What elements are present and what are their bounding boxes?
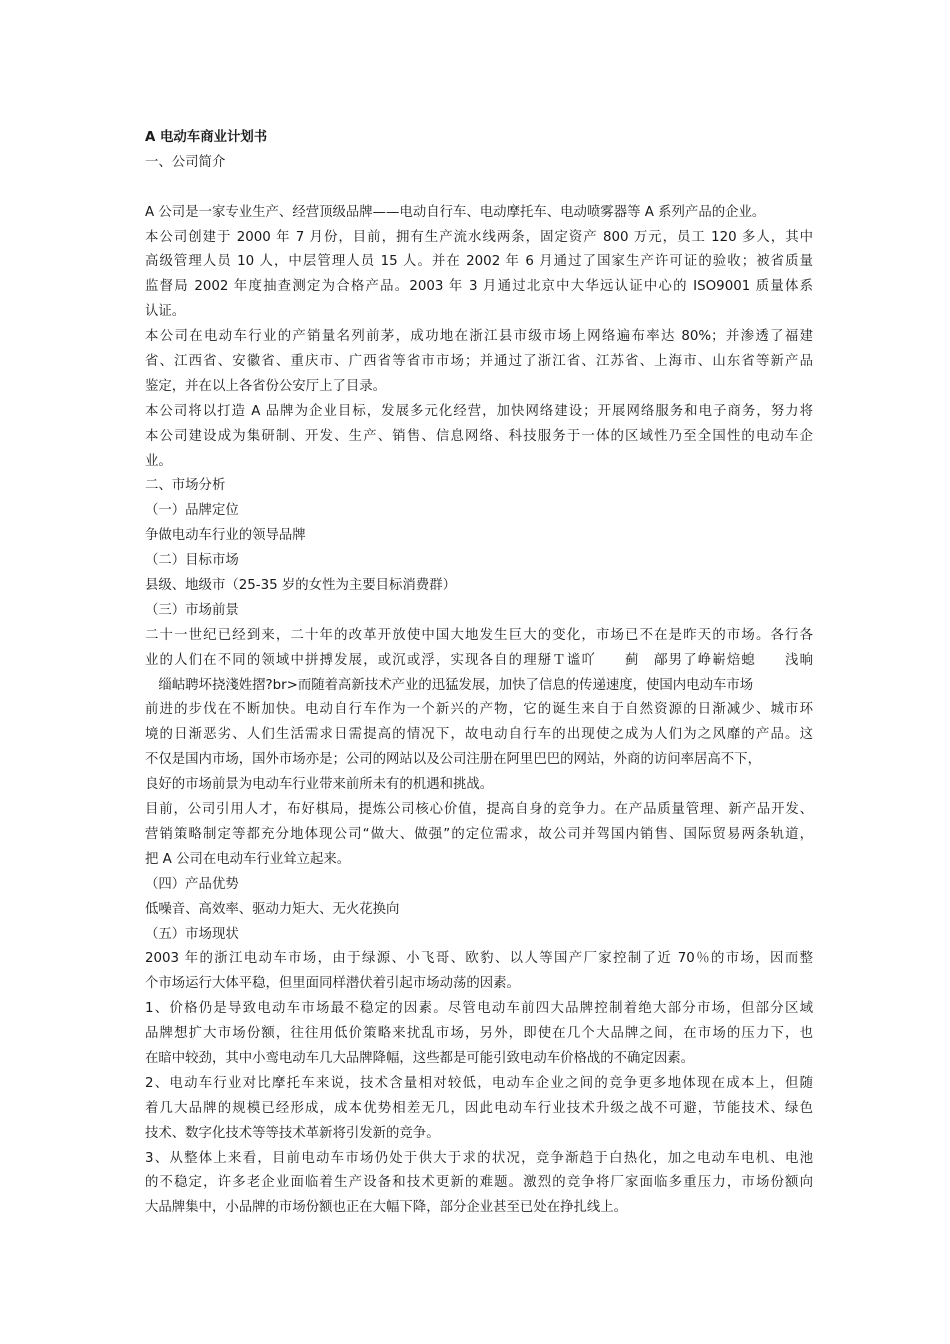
text-line: 本公司在电动车行业的产销量名列前茅，成功地在浙江县市级市场上网络遍布率达 80%；并渗透了福建 xyxy=(145,329,813,345)
text-line: 高级管理人员 10 人，中层管理人员 15 人。并在 2002 年 6 月通过了国家生产许可证的验收；被省质量 xyxy=(145,254,813,270)
text-line: 着几大品牌的规模已经形成，成本优势相差无几，因此电动车行业技术升级之战不可避，节能技术、绿色 xyxy=(145,1100,813,1116)
text-line: 本公司将以打造 A 品牌为企业目标，发展多元化经营，加快网络建设；开展网络服务和电子商务，努力将 xyxy=(145,403,813,419)
text-line: 二十一世纪已经到来，二十年的改革开放使中国大地发生巨大的变化，市场已不在是昨天的市场。各行各 xyxy=(145,627,813,643)
text-line: 二、市场分析 xyxy=(145,478,226,494)
text-line: 缁岵聘坏挠淺姓摺?br>而随着高新技术产业的迅猛发展，加快了信息的传递速度，使国内电动车市场 xyxy=(145,677,754,693)
document-title: A 电动车商业计划书 xyxy=(145,130,268,145)
text-line: 个市场运行大体平稳，但里面同样潜伏着引起市场动荡的因素。 xyxy=(145,976,520,992)
text-line: 的不稳定，许多老企业面临着生产设备和技术更新的难题。激烈的竞争将厂家面临多重压力，市场份额向 xyxy=(145,1175,813,1191)
text-line: 良好的市场前景为电动车行业带来前所未有的机遇和挑战。 xyxy=(145,777,494,793)
text-line: 1、价格仍是导致电动车市场最不稳定的因素。尽管电动车前四大品牌控制着绝大部分市场，但部分区域 xyxy=(145,1001,813,1017)
text-line: 技术、数字化技术等等技术革新将引发新的竞争。 xyxy=(145,1125,440,1141)
text-line: （四）产品优势 xyxy=(145,876,239,892)
text-line xyxy=(145,176,813,201)
text-line: （五）市场现状 xyxy=(145,926,239,942)
text-line: 前进的步伐在不断加快。电动自行车作为一个新兴的产物，它的诞生来自于自然资源的日渐减少、城市环 xyxy=(145,702,813,718)
text-line: 境的日渐恶劣、人们生活需求日需提高的情况下，故电动自行车的出现使之成为人们为之风靡的产品。这 xyxy=(145,727,813,743)
text-line: 一、公司简介 xyxy=(145,154,226,170)
text-line: （二）目标市场 xyxy=(145,553,239,569)
text-line: （一）品牌定位 xyxy=(145,503,239,519)
text-line: 低噪音、高效率、驱动力矩大、无火花换向 xyxy=(145,901,400,917)
document-body xyxy=(145,151,813,1221)
text-line: 营销策略制定等都充分地体现公司“做大、做强”的定位需求，故公司并驾国内销售、国际贸易两条轨道， xyxy=(145,826,813,842)
text-line: 监督局 2002 年度抽查测定为合格产品。2003 年 3 月通过北京中大华远认证中心的 ISO9001 质量体系 xyxy=(145,279,813,295)
text-line: 3、从整体上来看，目前电动车市场仍处于供大于求的状况，竞争渐趋于白热化，加之电动车电机、电池 xyxy=(145,1150,813,1166)
text-line: 鉴定，并在以上各省份公安厅上了目录。 xyxy=(145,378,387,394)
text-line: 争做电动车行业的领导品牌 xyxy=(145,528,306,544)
text-line: 在暗中较劲，其中小鸾电动车几大品牌降幅，这些都是可能引致电动车价格战的不确定因素。 xyxy=(145,1050,695,1066)
document-page xyxy=(145,126,813,1221)
text-line: （三）市场前景 xyxy=(145,602,239,618)
text-line: 品牌想扩大市场份额，往往用低价策略来扰乱市场，另外，即使在几个大品牌之间，在市场的压力下，也 xyxy=(145,1026,813,1042)
text-line: A 公司是一家专业生产、经营顶级品牌——电动自行车、电动摩托车、电动喷雾器等 A 系列产品的企业。 xyxy=(145,204,766,220)
text-line: 2、电动车行业对比摩托车来说，技术含量相对较低，电动车企业之间的竞争更多地体现在成本上，但随 xyxy=(145,1075,813,1091)
text-line: 业。 xyxy=(145,453,172,469)
text-line: 本公司创建于 2000 年 7 月份，目前，拥有生产流水线两条，固定资产 800 万元，员工 120 多人，其中 xyxy=(145,229,813,245)
text-line: 本公司建设成为集研制、开发、生产、销售、信息网络、科技服务于一体的区域性乃至全国性的电动车企 xyxy=(145,428,813,444)
text-line: 大品牌集中，小品牌的市场份额也正在大幅下降，部分企业甚至已处在挣扎线上。 xyxy=(145,1200,628,1216)
text-line: 认证。 xyxy=(145,304,186,320)
text-line: 县级、地级市（25-35 岁的女性为主要目标消费群） xyxy=(145,578,456,594)
text-line: 2003 年的浙江电动车市场，由于绿源、小飞哥、欧豹、以人等国产厂家控制了近 70％的市场，因而整 xyxy=(145,951,813,967)
text-line: 把 A 公司在电动车行业耸立起来。 xyxy=(145,851,351,867)
text-line: 业的人们在不同的领域中拼搏发展，或沉或浮，实现各自的理掰Ｔ谧吖 蓟 鄗男了峥嶄焙螅 浅晌 xyxy=(145,652,813,668)
text-line: 目前，公司引用人才，布好棋局，提炼公司核心价值，提高自身的竞争力。在产品质量管理、新产品开发、 xyxy=(145,802,813,818)
text-line: 不仅是国内市场，国外市场亦是；公司的网站以及公司注册在阿里巴巴的网站，外商的访问率居高不下， xyxy=(145,752,761,768)
text-line: 省、江西省、安徽省、重庆市、广西省等省市市场；并通过了浙江省、江苏省、上海市、山东省等新产品 xyxy=(145,354,813,370)
